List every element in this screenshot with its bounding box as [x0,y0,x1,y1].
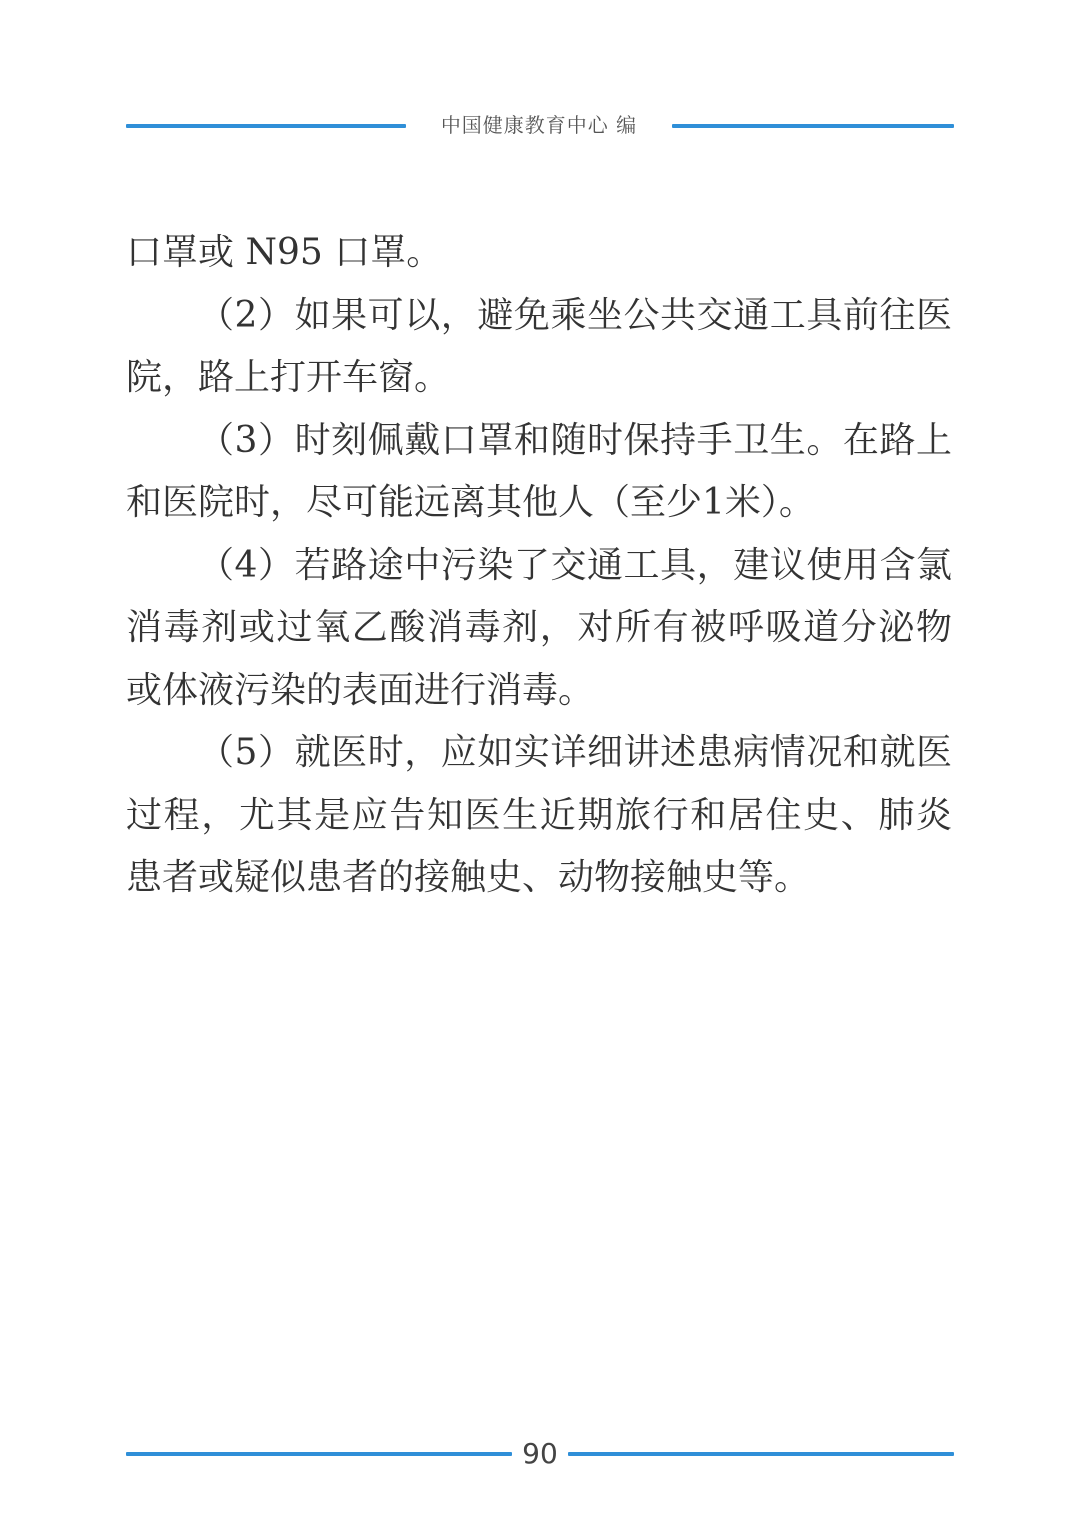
footer-rule-left [126,1452,512,1456]
paragraph-item-4: （4）若路途中污染了交通工具，建议使用含氯消毒剂或过氧乙酸消毒剂，对所有被呼吸道分泌物或体液污染的表面进行消毒。 [126,544,952,711]
header-rule-left [126,124,406,128]
page-number: 90 [522,1437,558,1470]
paragraph-continuation: 口罩或 N95 口罩。 [126,232,443,273]
footer-rule-right [568,1452,954,1456]
page-header [126,108,954,142]
paragraph-item-5: （5）就医时，应如实详细讲述患病情况和就医过程，尤其是应告知医生近期旅行和居住史、肺炎患者或疑似患者的接触史、动物接触史等。 [126,732,952,898]
header-rule-right [672,124,954,128]
paragraph-item-2: （2）如果可以，避免乘坐公共交通工具前往医院，路上打开车窗。 [126,294,952,398]
page-footer [126,1434,954,1474]
body-text [126,222,952,910]
header-title: 中国健康教育中心 编 [440,113,638,137]
paragraph-item-3: （3）时刻佩戴口罩和随时保持手卫生。在路上和医院时，尽可能远离其他人（至少1米）。 [126,419,952,523]
